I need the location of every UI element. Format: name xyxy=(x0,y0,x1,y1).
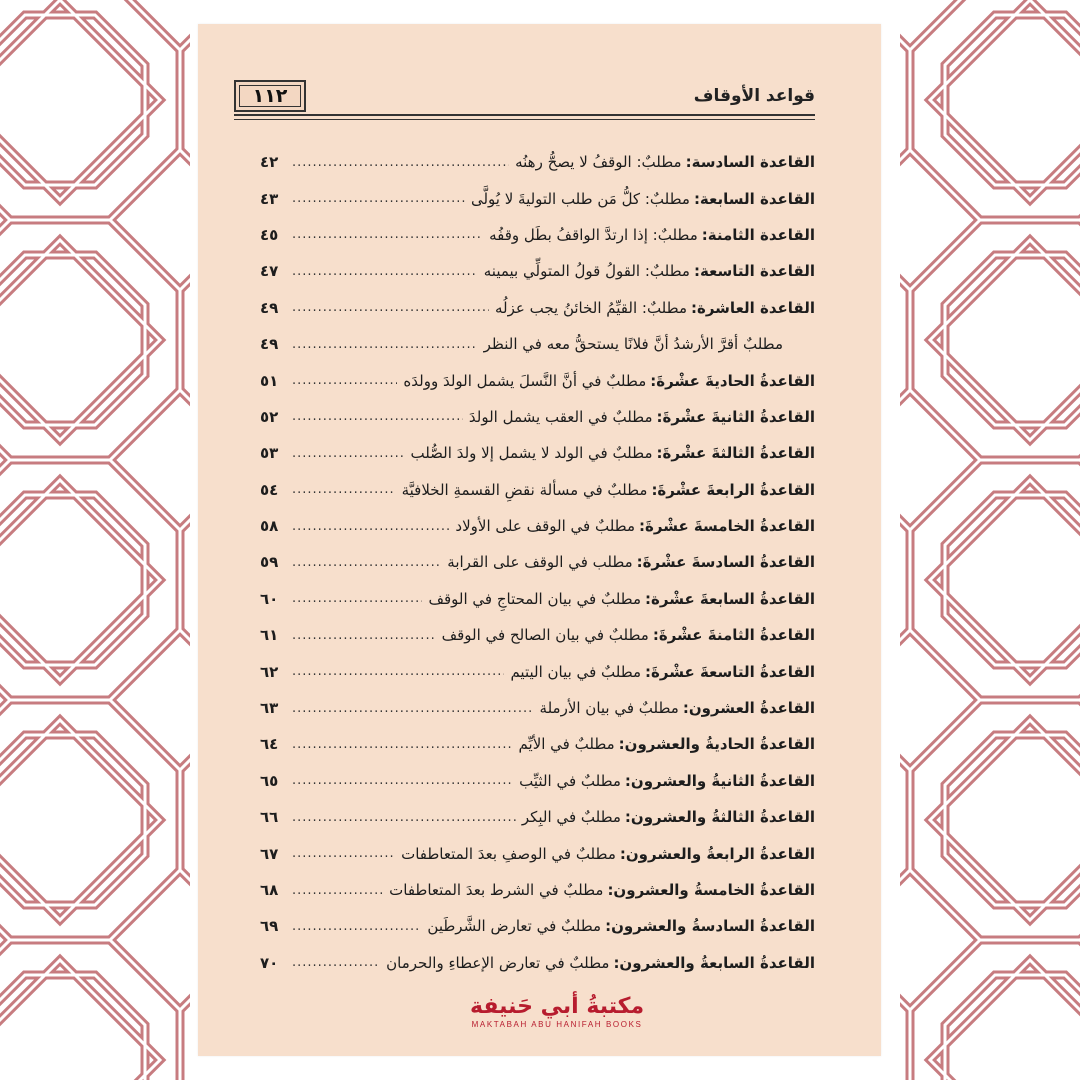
toc-entry xyxy=(260,180,815,216)
toc-rule-label: القاعدةُ التاسعةَ عشْرةَ: xyxy=(645,662,815,681)
logo-english-text: MAKTABAH ABU HANIFAH BOOKS xyxy=(471,1020,643,1029)
toc-subject: مطلبٌ في الأيِّم xyxy=(518,735,615,754)
toc-entry xyxy=(260,399,815,435)
toc-entry xyxy=(260,508,815,544)
toc-subject: مطلبٌ في بيان اليتيم xyxy=(510,662,642,681)
toc-page-number: ٥٢ xyxy=(260,407,279,426)
toc-leader-dots xyxy=(292,482,396,497)
header-rule-thin xyxy=(234,119,815,120)
toc-entry xyxy=(260,435,815,471)
toc-subject: مطلب في الوقف على القرابة xyxy=(447,553,633,572)
toc-leader-dots xyxy=(292,628,436,643)
toc-page-number: ٦٦ xyxy=(260,808,279,827)
toc-entry xyxy=(260,362,815,398)
page-header xyxy=(234,80,815,116)
toc-leader-dots xyxy=(292,446,404,461)
toc-leader-dots xyxy=(292,664,504,679)
toc-entry xyxy=(260,835,815,871)
left-pattern-border xyxy=(0,0,190,1080)
toc-subject: مطلبٌ: الوقفُ لا يصحُّ رهنُه xyxy=(515,153,682,172)
toc-entry xyxy=(260,617,815,653)
toc-leader-dots xyxy=(292,555,441,570)
toc-page-number: ٥٣ xyxy=(260,444,279,463)
toc-leader-dots xyxy=(292,737,513,752)
toc-rule-label: القاعدةُ الخامسةَ عشْرةَ: xyxy=(639,517,815,536)
toc-page-number: ٤٣ xyxy=(260,189,279,208)
toc-page-number: ٥٤ xyxy=(260,480,279,499)
toc-entry xyxy=(260,690,815,726)
toc-rule-label: القاعدة الثامنة: xyxy=(701,225,815,244)
toc-entry xyxy=(260,945,815,981)
library-logo xyxy=(470,994,644,1029)
toc-page-number: ٤٥ xyxy=(260,225,279,244)
toc-rule-label: القاعدةُ الرابعةَ عشْرةَ: xyxy=(651,480,815,499)
toc-page-number: ٥٩ xyxy=(260,553,279,572)
toc-leader-dots xyxy=(292,337,478,352)
toc-entry xyxy=(260,544,815,580)
toc-rule-label: القاعدةُ السابعةُ والعشرون: xyxy=(613,953,815,972)
toc-page-number: ٤٩ xyxy=(260,335,279,354)
toc-entry xyxy=(260,581,815,617)
toc-rule-label: القاعدةُ السابعةَ عشْرة: xyxy=(645,589,815,608)
toc-entry xyxy=(260,326,815,362)
toc-rule-label: القاعدةُ السادسةَ عشْرةَ: xyxy=(636,553,815,572)
toc-page-number: ٦٢ xyxy=(260,662,279,681)
logo-arabic-text: مكتبةُ أبي حَنيفة xyxy=(470,994,645,1019)
toc-subject: مطلبٌ: إذا ارتدَّ الواقفُ بطَل وقفُه xyxy=(489,225,698,244)
toc-rule-label: القاعدةُ الثانيةُ والعشرون: xyxy=(624,771,815,790)
toc-page-number: ٦١ xyxy=(260,626,279,645)
toc-leader-dots xyxy=(292,701,534,716)
toc-subject: مطلبٌ في الولد لا يشمل إلا ولدَ الصُّلب xyxy=(410,444,653,463)
toc-subject: مطلبٌ في بيان الأرملة xyxy=(539,699,679,718)
toc-rule-label: القاعدةُ الحاديةُ والعشرون: xyxy=(618,735,815,754)
page-number-box xyxy=(234,80,306,112)
toc-subject: مطلبٌ في تعارض الشَّرطَين xyxy=(427,917,602,936)
toc-rule-label: القاعدةُ الرابعةُ والعشرون: xyxy=(619,844,815,863)
toc-page-number: ٤٩ xyxy=(260,298,279,317)
toc-page-number: ٧٠ xyxy=(260,953,279,972)
toc-page-number: ٥١ xyxy=(260,371,279,390)
toc-leader-dots xyxy=(292,773,513,788)
toc-page-number: ٦٧ xyxy=(260,844,279,863)
toc-subject: مطلبٌ: القيِّمُ الخائنُ يجب عزلُه xyxy=(494,298,687,317)
toc-rule-label: القاعدةُ الثانيةَ عشْرةَ: xyxy=(656,407,815,426)
toc-page-number: ٦٤ xyxy=(260,735,279,754)
toc-leader-dots xyxy=(292,373,397,388)
toc-entry xyxy=(260,799,815,835)
toc-page-number: ٦٩ xyxy=(260,917,279,936)
toc-subject: مطلبٌ في بيان الصالح في الوقف xyxy=(441,626,649,645)
toc-entry xyxy=(260,144,815,180)
toc-subject: مطلبٌ في مسألة نقضِ القسمةِ الخلافيَّة xyxy=(401,480,648,499)
toc-entry xyxy=(260,217,815,253)
running-title: قواعد الأوقاف xyxy=(693,86,815,106)
toc-page-number: ٦٥ xyxy=(260,771,279,790)
toc-rule-label: القاعدةُ العشرون: xyxy=(682,699,815,718)
toc-rule-label: القاعدة التاسعة: xyxy=(693,262,815,281)
toc-page-number: ٥٨ xyxy=(260,517,279,536)
toc-subject: مطلبٌ أقرَّ الأرشدُ أنَّ فلانًا يستحقُّ معه في النظر xyxy=(483,335,783,354)
toc-rule-label: القاعدةُ الثالثةَ عشْرةَ: xyxy=(656,444,815,463)
toc-rule-label: القاعدةُ الثامنةَ عشْرةَ: xyxy=(652,626,815,645)
toc-leader-dots xyxy=(292,264,478,279)
toc-leader-dots xyxy=(292,409,463,424)
toc-entry xyxy=(260,653,815,689)
book-page xyxy=(198,24,881,1056)
toc-entry xyxy=(260,872,815,908)
toc-leader-dots xyxy=(292,810,516,825)
toc-entry xyxy=(260,763,815,799)
toc-leader-dots xyxy=(292,591,422,606)
toc-page-number: ٤٢ xyxy=(260,153,279,172)
toc-subject: مطلبٌ في أنَّ النَّسلَ يشمل الولدَ وولدَه xyxy=(403,371,647,390)
toc-rule-label: القاعدة العاشرة: xyxy=(691,298,815,317)
toc-entry xyxy=(260,290,815,326)
toc-page-number: ٦٣ xyxy=(260,699,279,718)
toc-entry xyxy=(260,908,815,944)
toc-subject: مطلبٌ في العقب يشمل الولدَ xyxy=(468,407,653,426)
toc-leader-dots xyxy=(292,300,489,315)
toc-entry xyxy=(260,726,815,762)
table-of-contents xyxy=(260,144,815,981)
toc-page-number: ٤٧ xyxy=(260,262,279,281)
right-pattern-border xyxy=(900,0,1080,1080)
page-number: ١١٢ xyxy=(252,85,288,107)
toc-subject: مطلبٌ: كلُّ مَن طلب التوليةَ لا يُولَّى xyxy=(470,189,690,208)
toc-rule-label: القاعدةُ الحاديةَ عشْرةَ: xyxy=(650,371,815,390)
toc-leader-dots xyxy=(292,846,395,861)
toc-subject: مطلبٌ في الوصفِ بعدَ المتعاطفات xyxy=(401,844,616,863)
header-rule-thick xyxy=(234,114,815,116)
toc-rule-label: القاعدةُ الثالثةُ والعشرون: xyxy=(624,808,815,827)
toc-entry xyxy=(260,472,815,508)
toc-subject: مطلبٌ في البِكر xyxy=(521,808,621,827)
toc-subject: مطلبٌ في تعارض الإعطاءِ والحرمان xyxy=(386,953,610,972)
toc-rule-label: القاعدةُ الخامسةُ والعشرون: xyxy=(607,881,815,899)
toc-subject: مطلبٌ: القولُ قولُ المتولِّي بيمينه xyxy=(483,262,690,281)
toc-leader-dots xyxy=(292,919,421,934)
toc-leader-dots xyxy=(292,191,465,206)
toc-leader-dots xyxy=(292,955,380,970)
toc-leader-dots xyxy=(292,155,509,170)
toc-leader-dots xyxy=(292,227,483,242)
toc-rule-label: القاعدة السابعة: xyxy=(693,189,815,208)
toc-entry xyxy=(260,253,815,289)
toc-subject: مطلبٌ في بيان المحتاجِ في الوقف xyxy=(428,589,642,608)
toc-page-number: ٦٠ xyxy=(260,589,279,608)
toc-rule-label: القاعدة السادسة: xyxy=(685,153,815,172)
toc-page-number: ٦٨ xyxy=(260,881,279,899)
toc-rule-label: القاعدةُ السادسةُ والعشرون: xyxy=(605,917,815,936)
toc-subject: مطلبٌ في الثيِّب xyxy=(519,771,621,790)
toc-subject: مطلبٌ في الشرط بعدَ المتعاطفات xyxy=(389,881,604,899)
toc-subject: مطلبٌ في الوقف على الأولاد xyxy=(455,517,636,536)
toc-leader-dots xyxy=(292,519,449,534)
toc-leader-dots xyxy=(292,883,383,898)
